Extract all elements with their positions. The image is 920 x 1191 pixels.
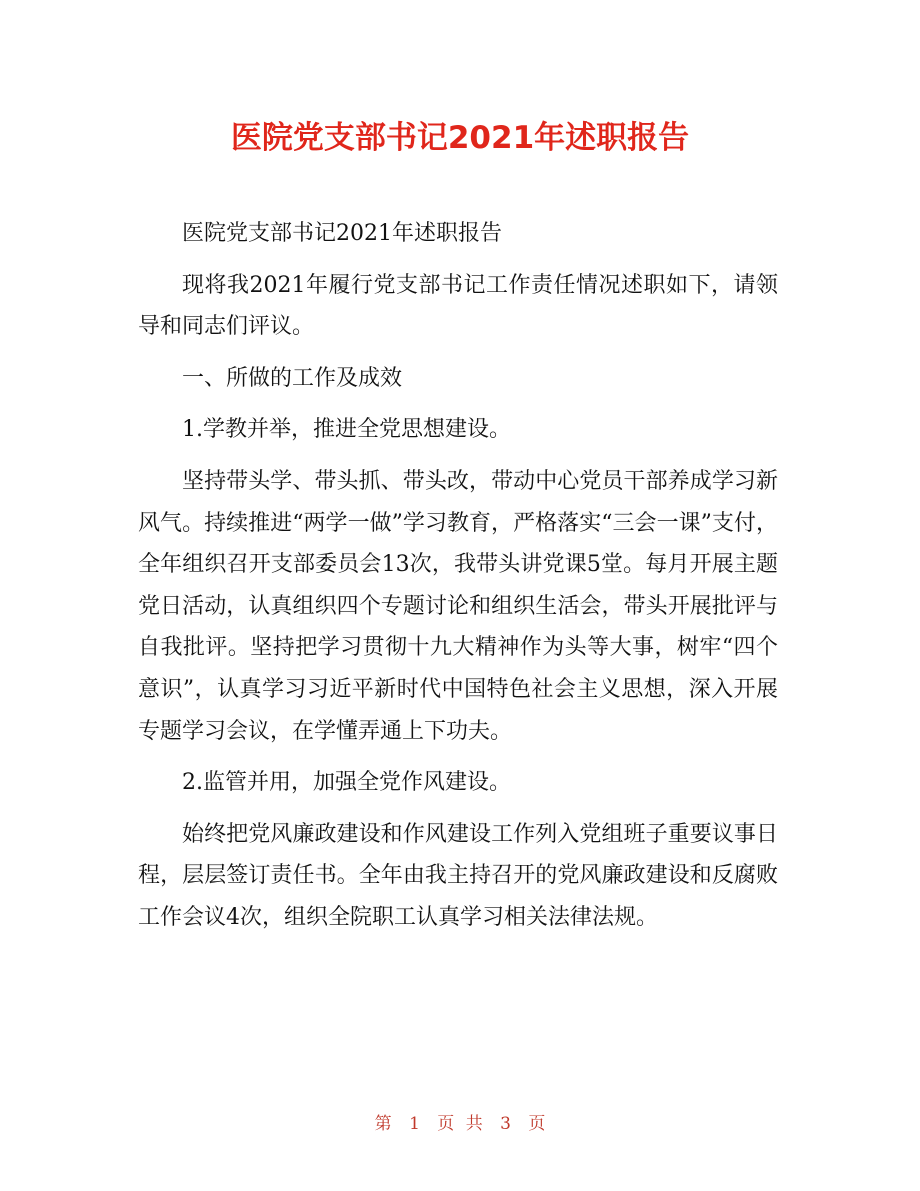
paragraph-heading-repeat: 医院党支部书记2021年述职报告 [182, 221, 502, 246]
subsection-heading-1: 1.学教并举，推进全党思想建设。 [182, 417, 511, 443]
subsection-heading-2: 2.监管并用，加强全党作风建设。 [182, 770, 511, 796]
footer-total-pages: 3 [500, 1114, 511, 1134]
paragraph-intro: 现将我2021年履行党支部书记工作责任情况述职如下，请领导和同志们评议。 [138, 272, 778, 340]
document-title: 医院党支部书记2021年述职报告 [230, 120, 690, 156]
document-body [138, 213, 778, 949]
footer-middle: 页 共 [437, 1114, 483, 1134]
paragraph-supervision: 始终把党风廉政建设和作风建设工作列入党组班子重要议事日程，层层签订责任书。全年由我主持召开的党风廉政建设和反腐败工作会议4次，组织全院职工认真学习相关法律法规。 [138, 821, 778, 930]
page-number-footer [0, 1112, 920, 1136]
section-heading-1: 一、所做的工作及成效 [182, 365, 403, 391]
paragraph-study: 坚持带头学、带头抓、带头改，带动中心党员干部养成学习新风气。持续推进“两学一做”学习教育，严格落实“三会一课”支付，全年组织召开支部委员会13次，我带头讲党课5堂。每月开展主题党日活动，认真组织四个专题讨论和组织生活会，带头开展批评与自我批评。坚持把学习贯彻十九大精神作为头等大事，树牢“四个意识”，认真学习习近平新时代中国特色社会主义思想，深入开展专题学习会议，在学懂弄通上下功夫。 [138, 468, 778, 744]
footer-page-number: 1 [409, 1114, 420, 1134]
footer-prefix: 第 [374, 1114, 392, 1134]
footer-suffix: 页 [528, 1114, 546, 1134]
